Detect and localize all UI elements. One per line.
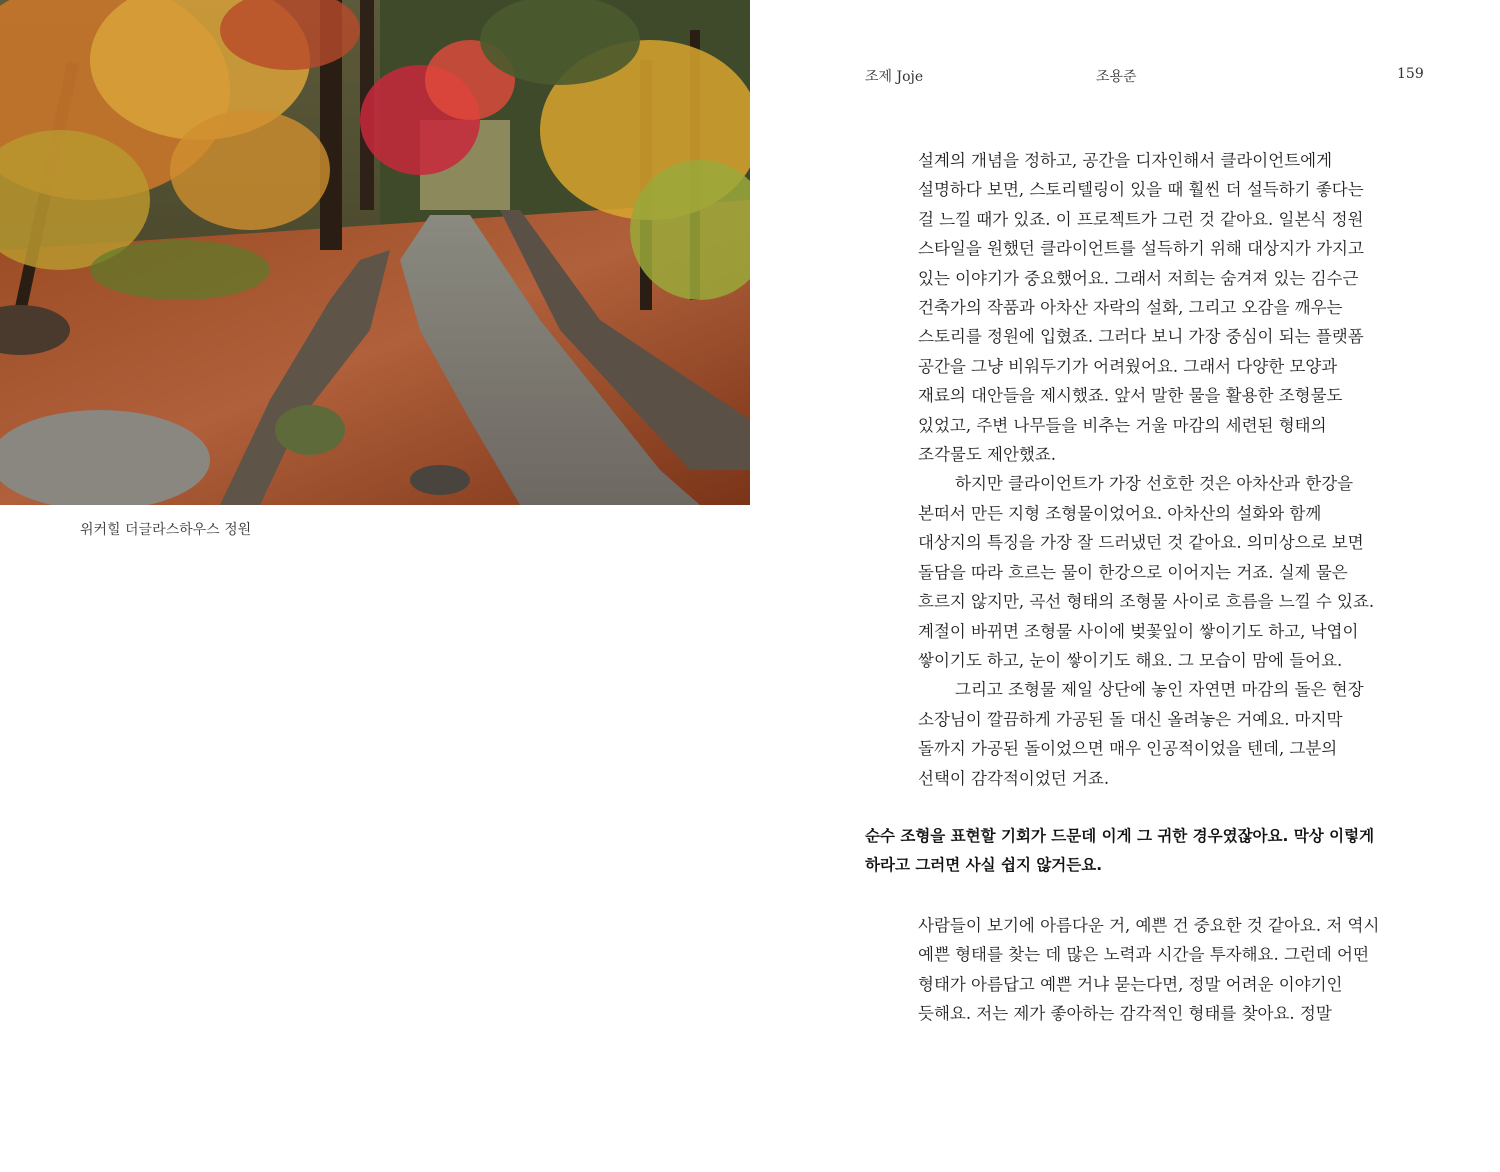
text-line: 재료의 대안들을 제시했죠. 앞서 말한 물을 활용한 조형물도 — [918, 386, 1343, 406]
text-line: 계절이 바뀌면 조형물 사이에 벚꽃잎이 쌓이기도 하고, 낙엽이 — [918, 621, 1359, 641]
question-line: 순수 조형을 표현할 기회가 드문데 이게 그 귀한 경우였잖아요. 막상 이렇게 — [865, 827, 1375, 845]
text-line: 예쁜 형태를 찾는 데 많은 노력과 시간을 투자해요. 그런데 어떤 — [918, 945, 1369, 965]
photo-caption: 위커힐 더글라스하우스 정원 — [80, 522, 252, 538]
text-line: 공간을 그냥 비워두기가 어려웠어요. 그래서 다양한 모양과 — [918, 356, 1338, 376]
question-line: 하라고 그러면 사실 쉽지 않거든요. — [865, 856, 1103, 874]
text-line: 형태가 아름답고 예쁜 거냐 묻는다면, 정말 어려운 이야기인 — [918, 974, 1343, 994]
running-head-section: 조제 Joje — [865, 69, 924, 85]
text-line: 설계의 개념을 정하고, 공간을 디자인해서 클라이언트에게 — [918, 151, 1333, 170]
text-line: 사람들이 보기에 아름다운 거, 예쁜 건 중요한 것 같아요. 저 역시 — [918, 916, 1380, 935]
text-line: 대상지의 특징을 가장 잘 드러냈던 것 같아요. 의미상으로 보면 — [918, 533, 1364, 553]
text-line: 본떠서 만든 지형 조형물이었어요. 아차산의 설화와 함께 — [918, 503, 1322, 523]
text-line: 쌓이기도 하고, 눈이 쌓이기도 해요. 그 모습이 맘에 들어요. — [918, 650, 1343, 670]
text-line: 선택이 감각적이었던 거죠. — [918, 768, 1110, 788]
page-number: 159 — [1397, 66, 1424, 82]
text-line: 돌까지 가공된 돌이었으면 매우 인공적이었을 텐데, 그분의 — [918, 739, 1338, 759]
text-line: 걸 느낄 때가 있죠. 이 프로젝트가 그런 것 같아요. 일본식 정원 — [918, 209, 1364, 229]
garden-photo — [0, 0, 750, 505]
text-line: 스타일을 원했던 클라이언트를 설득하기 위해 대상지가 가지고 — [918, 239, 1364, 259]
text-line: 하지만 클라이언트가 가장 선호한 것은 아차산과 한강을 — [955, 474, 1354, 494]
running-head-author: 조용준 — [1096, 69, 1137, 85]
text-line: 듯해요. 저는 제가 좋아하는 감각적인 형태를 찾아요. 정말 — [918, 1004, 1332, 1024]
text-line: 설명하다 보면, 스토리텔링이 있을 때 훨씬 더 설득하기 좋다는 — [918, 180, 1364, 200]
text-line: 돌담을 따라 흐르는 물이 한강으로 이어지는 거죠. 실제 물은 — [918, 562, 1348, 582]
text-line: 흐르지 않지만, 곡선 형태의 조형물 사이로 흐름을 느낄 수 있죠. — [918, 592, 1375, 612]
answer-text-bottom — [918, 911, 1428, 1029]
interview-question — [865, 822, 1425, 880]
text-line: 스토리를 정원에 입혔죠. 그러다 보니 가장 중심이 되는 플랫폼 — [918, 327, 1364, 347]
text-line: 그리고 조형물 제일 상단에 놓인 자연면 마감의 돌은 현장 — [955, 680, 1364, 700]
text-line: 있는 이야기가 중요했어요. 그래서 저희는 숨겨져 있는 김수근 — [918, 268, 1359, 288]
text-line: 소장님이 깔끔하게 가공된 돌 대신 올려놓은 거예요. 마지막 — [918, 709, 1343, 729]
text-line: 조각물도 제안했죠. — [918, 445, 1057, 465]
text-line: 건축가의 작품과 아차산 자락의 설화, 그리고 오감을 깨우는 — [918, 298, 1343, 318]
answer-text-top — [918, 146, 1428, 793]
text-line: 있었고, 주변 나무들을 비추는 거울 마감의 세련된 형태의 — [918, 415, 1327, 435]
